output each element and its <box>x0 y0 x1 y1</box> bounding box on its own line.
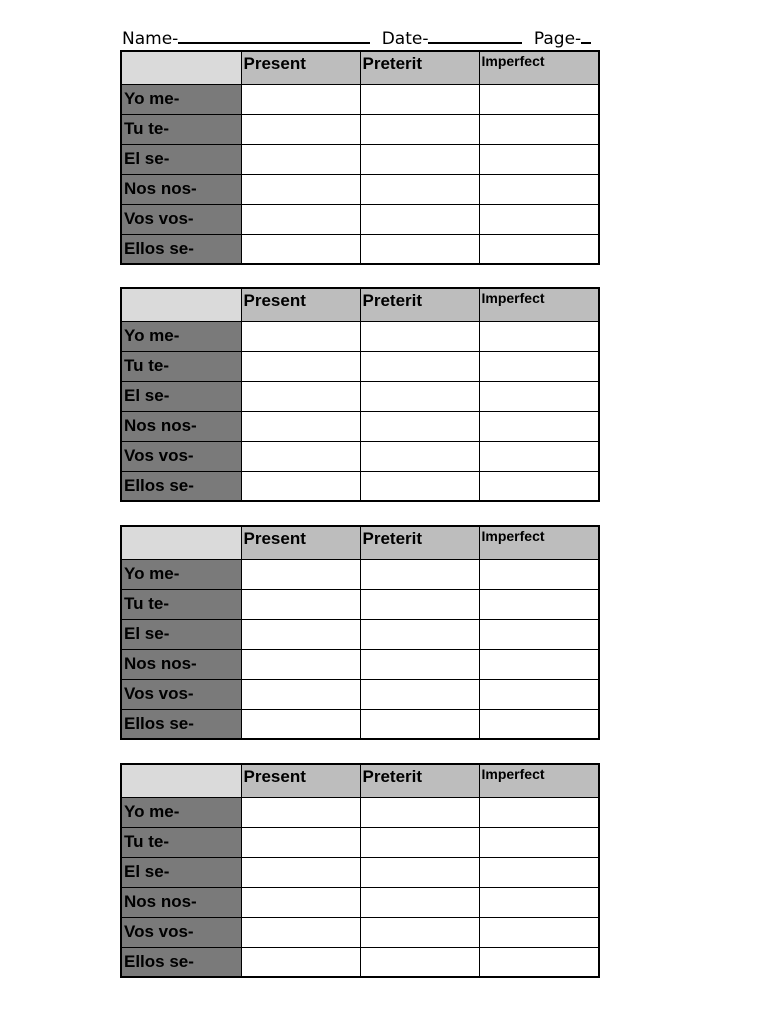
pronoun-cell: Nos nos- <box>121 174 241 204</box>
table-row <box>121 174 599 204</box>
col-header-imperfect: Imperfect <box>479 764 599 797</box>
pronoun-cell: Vos vos- <box>121 679 241 709</box>
pronoun-cell: Ellos se- <box>121 234 241 264</box>
answer-cell[interactable] <box>479 234 599 264</box>
answer-cell[interactable] <box>479 857 599 887</box>
answer-cell[interactable] <box>479 619 599 649</box>
col-header-imperfect: Imperfect <box>479 526 599 559</box>
answer-cell[interactable] <box>479 887 599 917</box>
col-header-preterit: Preterit <box>360 526 479 559</box>
pronoun-cell: Vos vos- <box>121 917 241 947</box>
answer-cell[interactable] <box>241 857 360 887</box>
answer-cell[interactable] <box>360 174 479 204</box>
answer-cell[interactable] <box>241 204 360 234</box>
answer-cell[interactable] <box>479 559 599 589</box>
answer-cell[interactable] <box>360 917 479 947</box>
answer-cell[interactable] <box>479 589 599 619</box>
answer-cell[interactable] <box>241 619 360 649</box>
answer-cell[interactable] <box>241 887 360 917</box>
conjugation-table-3 <box>120 525 600 740</box>
table-row <box>121 204 599 234</box>
answer-cell[interactable] <box>241 797 360 827</box>
table-row <box>121 234 599 264</box>
answer-cell[interactable] <box>479 174 599 204</box>
answer-cell[interactable] <box>241 917 360 947</box>
name-label: Name- <box>122 29 179 49</box>
pronoun-cell: Nos nos- <box>121 649 241 679</box>
answer-cell[interactable] <box>479 204 599 234</box>
answer-cell[interactable] <box>241 679 360 709</box>
table-row <box>121 381 599 411</box>
pronoun-cell: Tu te- <box>121 827 241 857</box>
answer-cell[interactable] <box>360 797 479 827</box>
answer-cell[interactable] <box>360 471 479 501</box>
answer-cell[interactable] <box>479 381 599 411</box>
answer-cell[interactable] <box>241 649 360 679</box>
conjugation-table-1 <box>120 50 600 265</box>
col-header-preterit: Preterit <box>360 288 479 321</box>
answer-cell[interactable] <box>360 204 479 234</box>
col-header-imperfect: Imperfect <box>479 51 599 84</box>
col-header-present: Present <box>241 51 360 84</box>
table-row <box>121 411 599 441</box>
answer-cell[interactable] <box>360 411 479 441</box>
table-row <box>121 144 599 174</box>
table-row <box>121 857 599 887</box>
answer-cell[interactable] <box>241 589 360 619</box>
table-row <box>121 649 599 679</box>
answer-cell[interactable] <box>360 589 479 619</box>
answer-cell[interactable] <box>479 947 599 977</box>
name-blank[interactable] <box>178 28 370 44</box>
table-row <box>121 797 599 827</box>
pronoun-cell: Nos nos- <box>121 887 241 917</box>
answer-cell[interactable] <box>479 679 599 709</box>
answer-cell[interactable] <box>360 351 479 381</box>
pronoun-cell: Vos vos- <box>121 204 241 234</box>
answer-cell[interactable] <box>479 351 599 381</box>
answer-cell[interactable] <box>241 559 360 589</box>
answer-cell[interactable] <box>479 471 599 501</box>
col-header-present: Present <box>241 526 360 559</box>
answer-cell[interactable] <box>360 947 479 977</box>
table-row <box>121 114 599 144</box>
page-label: Page- <box>533 29 582 49</box>
answer-cell[interactable] <box>479 917 599 947</box>
table-row <box>121 619 599 649</box>
date-blank[interactable] <box>428 28 522 44</box>
pronoun-cell: Tu te- <box>121 589 241 619</box>
answer-cell[interactable] <box>241 947 360 977</box>
pronoun-cell: Tu te- <box>121 351 241 381</box>
col-header-present: Present <box>241 288 360 321</box>
col-header-preterit: Preterit <box>360 51 479 84</box>
pronoun-cell: El se- <box>121 144 241 174</box>
table-row <box>121 471 599 501</box>
answer-cell[interactable] <box>479 709 599 739</box>
table-row <box>121 827 599 857</box>
corner-cell <box>121 526 241 559</box>
conjugation-table-4 <box>120 763 600 978</box>
answer-cell[interactable] <box>479 411 599 441</box>
col-header-imperfect: Imperfect <box>479 288 599 321</box>
answer-cell[interactable] <box>479 441 599 471</box>
answer-cell[interactable] <box>241 174 360 204</box>
answer-cell[interactable] <box>360 827 479 857</box>
answer-cell[interactable] <box>360 381 479 411</box>
table-row <box>121 709 599 739</box>
answer-cell[interactable] <box>479 797 599 827</box>
pronoun-cell: Yo me- <box>121 559 241 589</box>
answer-cell[interactable] <box>241 114 360 144</box>
pronoun-cell: Ellos se- <box>121 947 241 977</box>
corner-cell <box>121 764 241 797</box>
corner-cell <box>121 288 241 321</box>
pronoun-cell: Yo me- <box>121 797 241 827</box>
answer-cell[interactable] <box>360 441 479 471</box>
answer-cell[interactable] <box>479 114 599 144</box>
answer-cell[interactable] <box>241 471 360 501</box>
table-row <box>121 559 599 589</box>
answer-cell[interactable] <box>360 709 479 739</box>
pronoun-cell: Yo me- <box>121 84 241 114</box>
pronoun-cell: El se- <box>121 857 241 887</box>
answer-cell[interactable] <box>360 234 479 264</box>
pronoun-cell: Nos nos- <box>121 411 241 441</box>
answer-cell[interactable] <box>360 887 479 917</box>
pronoun-cell: Yo me- <box>121 321 241 351</box>
pronoun-cell: El se- <box>121 619 241 649</box>
answer-cell[interactable] <box>241 234 360 264</box>
col-header-preterit: Preterit <box>360 764 479 797</box>
answer-cell[interactable] <box>360 559 479 589</box>
col-header-present: Present <box>241 764 360 797</box>
pronoun-cell: Tu te- <box>121 114 241 144</box>
worksheet-header <box>122 28 602 50</box>
table-row <box>121 887 599 917</box>
answer-cell[interactable] <box>241 411 360 441</box>
answer-cell[interactable] <box>241 84 360 114</box>
answer-cell[interactable] <box>241 441 360 471</box>
corner-cell <box>121 51 241 84</box>
table-row <box>121 589 599 619</box>
answer-cell[interactable] <box>360 857 479 887</box>
table-row <box>121 917 599 947</box>
answer-cell[interactable] <box>360 84 479 114</box>
answer-cell[interactable] <box>241 709 360 739</box>
answer-cell[interactable] <box>360 321 479 351</box>
answer-cell[interactable] <box>360 619 479 649</box>
pronoun-cell: El se- <box>121 381 241 411</box>
answer-cell[interactable] <box>241 827 360 857</box>
page-blank[interactable] <box>581 28 591 44</box>
pronoun-cell: Vos vos- <box>121 441 241 471</box>
answer-cell[interactable] <box>241 144 360 174</box>
answer-cell[interactable] <box>360 144 479 174</box>
answer-cell[interactable] <box>479 649 599 679</box>
table-row <box>121 441 599 471</box>
answer-cell[interactable] <box>241 381 360 411</box>
pronoun-cell: Ellos se- <box>121 709 241 739</box>
answer-cell[interactable] <box>479 84 599 114</box>
answer-cell[interactable] <box>360 679 479 709</box>
answer-cell[interactable] <box>241 321 360 351</box>
table-row <box>121 321 599 351</box>
answer-cell[interactable] <box>241 351 360 381</box>
answer-cell[interactable] <box>360 114 479 144</box>
answer-cell[interactable] <box>479 827 599 857</box>
answer-cell[interactable] <box>479 144 599 174</box>
table-row <box>121 679 599 709</box>
answer-cell[interactable] <box>479 321 599 351</box>
table-row <box>121 947 599 977</box>
date-label: Date- <box>381 29 429 49</box>
table-row <box>121 351 599 381</box>
answer-cell[interactable] <box>360 649 479 679</box>
table-row <box>121 84 599 114</box>
pronoun-cell: Ellos se- <box>121 471 241 501</box>
conjugation-table-2 <box>120 287 600 502</box>
